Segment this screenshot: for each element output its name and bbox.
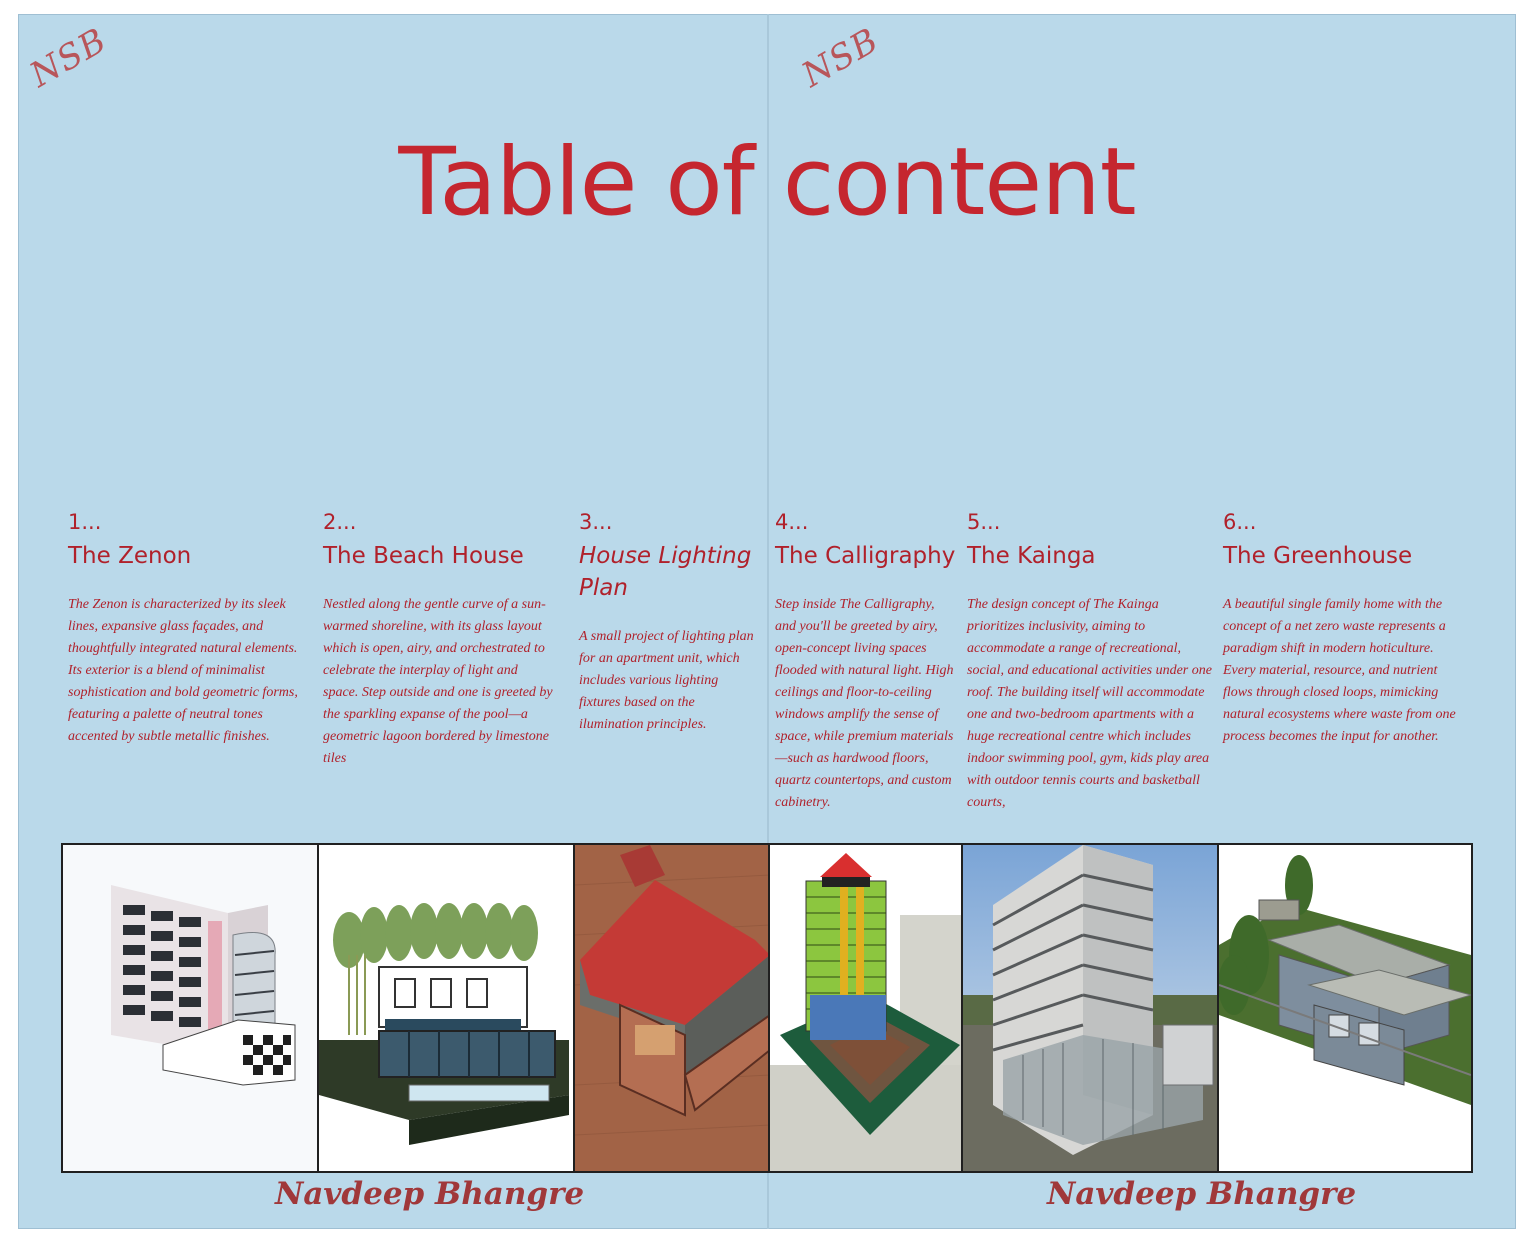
entry-number: 1...	[68, 510, 102, 534]
image-zenon[interactable]	[63, 845, 319, 1171]
entry-description: A beautiful single family home with the concept of a net zero waste represents a paradigm shift in modern hoticulture. Every material, resource, and nutrient flows through closed loops, mimicking natural ecosystems where waste from one process becomes the input for another.	[1223, 597, 1456, 744]
entry-title: The Zenon	[68, 543, 192, 569]
author-signature-right: Navdeep Bhangre	[1047, 1176, 1357, 1212]
toc-entry-6[interactable]	[1223, 510, 1467, 748]
monogram-right: NSB	[795, 20, 886, 96]
image-beach-house[interactable]	[319, 845, 575, 1171]
toc-entry-3[interactable]	[579, 510, 759, 736]
entry-title: House Lighting Plan	[579, 543, 752, 601]
toc-entry-4[interactable]	[775, 510, 957, 814]
entry-title: The Calligraphy	[775, 543, 956, 569]
entry-number: 3...	[579, 510, 613, 534]
project-image-strip	[61, 843, 1473, 1173]
page-title: Table of content	[398, 128, 1136, 237]
entry-title: The Greenhouse	[1223, 543, 1413, 569]
toc-entry-1[interactable]	[68, 510, 308, 748]
entry-title: The Kainga	[967, 543, 1096, 569]
image-house-lighting-plan[interactable]	[575, 845, 770, 1171]
entry-description: A small project of lighting plan for an apartment unit, which includes various lighting fixtures based on the ilumination principles.	[579, 629, 754, 732]
entry-number: 6...	[1223, 510, 1257, 534]
image-the-kainga[interactable]	[963, 845, 1219, 1171]
author-signature-left: Navdeep Bhangre	[275, 1176, 585, 1212]
entry-description: The design concept of The Kainga prioritizes inclusivity, aiming to accommodate a range of recreational, social, and educational activities under one roof. The building itself will accommodate one and two-bedroom apartments with a huge recreational centre which includes indoor swimming pool, gym, kids play area with outdoor tennis courts and basketball courts,	[967, 597, 1212, 810]
entry-description: Nestled along the gentle curve of a sun-warmed shoreline, with its glass layout which is open, airy, and orchestrated to celebrate the interplay of light and space. Step outside and one is greeted by the sparkling expanse of the pool—a geometric lagoon bordered by limestone tiles	[323, 597, 553, 766]
monogram-left: NSB	[23, 20, 114, 96]
entry-number: 2...	[323, 510, 357, 534]
entry-description: Step inside The Calligraphy, and you'll be greeted by airy, open-concept living spaces flooded with natural light. High ceilings and floor-to-ceiling windows amplify the sense of space, while premium materials—such as hardwood floors, quartz countertops, and custom cabinetry.	[775, 597, 954, 810]
entry-description: The Zenon is characterized by its sleek lines, expansive glass façades, and thoughtfully integrated natural elements. Its exterior is a blend of minimalist sophistication and bold geometric forms, featuring a palette of neutral tones accented by subtle metallic finishes.	[68, 597, 298, 744]
image-the-greenhouse[interactable]	[1219, 845, 1471, 1171]
toc-entry-5[interactable]	[967, 510, 1213, 814]
entry-number: 5...	[967, 510, 1001, 534]
entry-title: The Beach House	[323, 543, 524, 569]
image-the-calligraphy[interactable]	[770, 845, 963, 1171]
toc-entry-2[interactable]	[323, 510, 553, 770]
entry-number: 4...	[775, 510, 809, 534]
